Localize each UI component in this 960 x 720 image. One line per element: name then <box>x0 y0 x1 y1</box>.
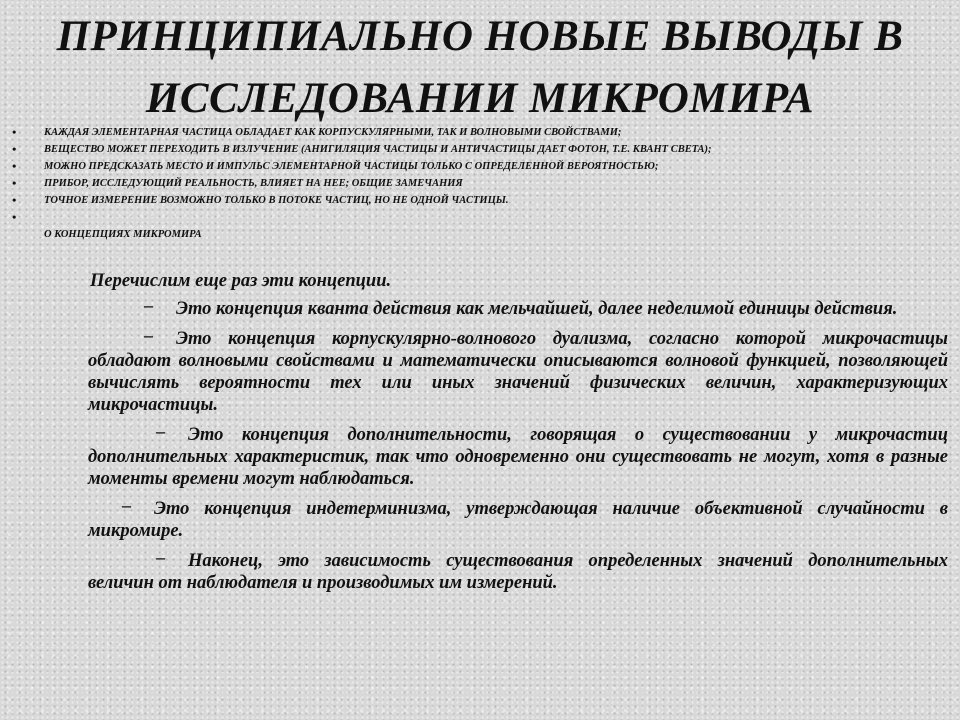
concept-text: Это концепция индетерминизма, утверждающая наличие объективной случайности в микромире. <box>88 499 948 541</box>
concept-text: Это концепция кванта действия как мельчайшей, далее неделимой единицы действия. <box>176 299 898 319</box>
list-item <box>12 126 942 140</box>
dash-icon: – <box>122 495 131 515</box>
concept-text: Наконец, это зависимость существования определенных значений дополнительных величин от наблюдателя и производимых им измерений. <box>88 551 948 593</box>
list-item <box>12 143 942 157</box>
bullet-icon: • <box>12 159 17 173</box>
list-item <box>12 160 942 174</box>
bullet-icon: • <box>12 142 17 156</box>
concept-list <box>56 295 948 602</box>
bullet-text: КАЖДАЯ ЭЛЕМЕНТАРНАЯ ЧАСТИЦА ОБЛАДАЕТ КАК КОРПУСКУЛЯРНЫМИ, ТАК И ВОЛНОВЫМИ СВОЙСТВАМИ; <box>44 127 622 138</box>
concept-item <box>56 495 948 542</box>
list-item <box>12 177 942 191</box>
dash-icon: – <box>156 421 165 441</box>
bullet-icon: • <box>12 125 17 139</box>
concept-text: Это концепция дополнительности, говорящая о существовании у микрочастиц дополнительных характеристик, так что одновременно они существовать не могут, хотя в разные моменты времени могут наблюдаться. <box>88 425 948 489</box>
dash-icon: – <box>144 325 153 345</box>
concept-item <box>56 295 948 320</box>
dash-icon: – <box>156 547 165 567</box>
list-item <box>12 211 942 225</box>
bullet-text: ПРИБОР, ИССЛЕДУЮЩИЙ РЕАЛЬНОСТЬ, ВЛИЯЕТ НА НЕЕ; ОБЩИЕ ЗАМЕЧАНИЯ <box>44 178 463 189</box>
bullet-icon: • <box>12 193 17 207</box>
dash-icon: – <box>144 295 153 315</box>
list-item <box>12 194 942 208</box>
section-subheading: О КОНЦЕПЦИЯХ МИКРОМИРА <box>44 229 202 240</box>
concept-text: Это концепция корпускулярно-волнового дуализма, согласно которой микрочастицы обладают волновыми свойствами и математически описываются волновой функцией, позволяющей вычислять вероятности тех или иных значений физических величин, характеризующих микрочастицы. <box>88 329 948 415</box>
bullet-icon: • <box>12 210 17 224</box>
bullet-text: МОЖНО ПРЕДСКАЗАТЬ МЕСТО И ИМПУЛЬС ЭЛЕМЕНТАРНОЙ ЧАСТИЦЫ ТОЛЬКО С ОПРЕДЕЛЕННОЙ ВЕРОЯТНОСТЬЮ; <box>44 161 659 172</box>
concepts-intro: Перечислим еще раз эти концепции. <box>90 271 392 291</box>
bullet-text: ТОЧНОЕ ИЗМЕРЕНИЕ ВОЗМОЖНО ТОЛЬКО В ПОТОКЕ ЧАСТИЦ, НО НЕ ОДНОЙ ЧАСТИЦЫ. <box>44 195 509 206</box>
slide-title: ПРИНЦИПИАЛЬНО НОВЫЕ ВЫВОДЫ В ИССЛЕДОВАНИИ МИКРОМИРА <box>56 13 904 122</box>
concept-item <box>56 421 948 490</box>
concept-item <box>56 547 948 594</box>
bullet-list <box>12 126 942 242</box>
bullet-text: ВЕЩЕСТВО МОЖЕТ ПЕРЕХОДИТЬ В ИЗЛУЧЕНИЕ (АНИГИЛЯЦИЯ ЧАСТИЦЫ И АНТИЧАСТИЦЫ ДАЕТ ФОТОН, Т.Е. КВАНТ СВЕТА); <box>44 144 712 155</box>
bullet-icon: • <box>12 176 17 190</box>
concept-item <box>56 325 948 416</box>
